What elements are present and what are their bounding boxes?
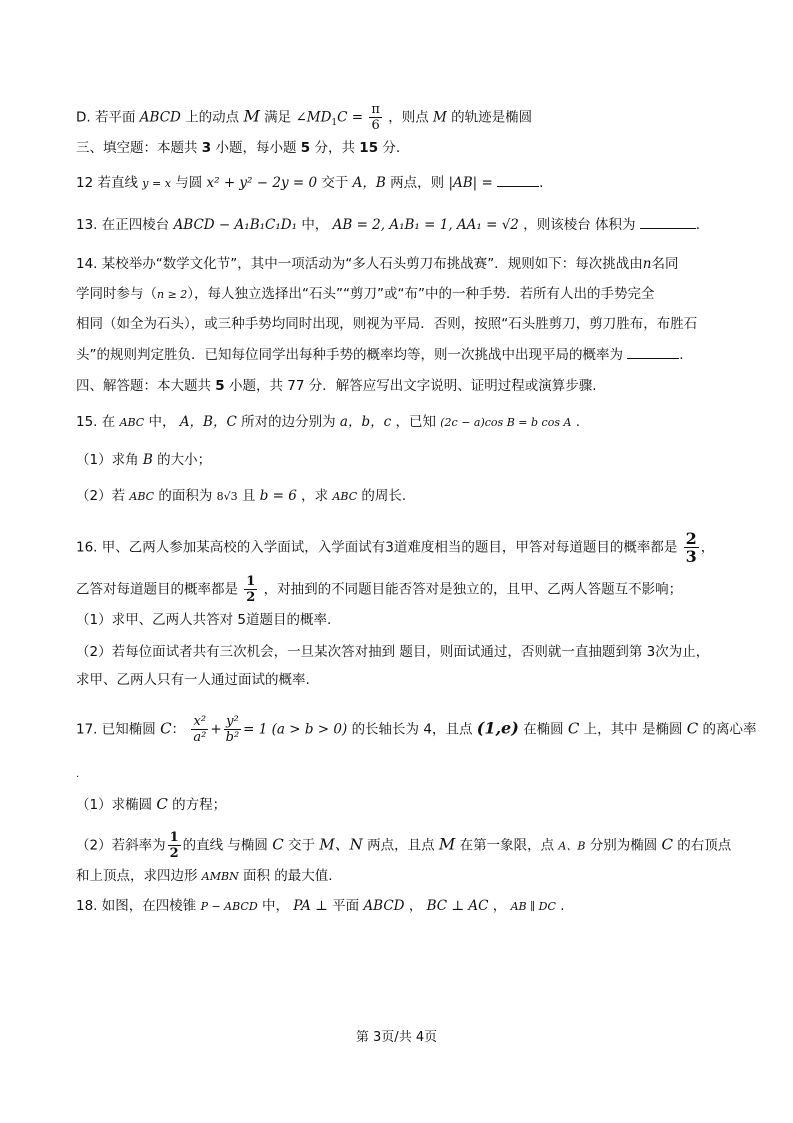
question-15-part-1: （1）求角 B 的大小； [76,452,212,468]
question-13: 13. 在正四棱台 ABCD − A₁B₁C₁D₁ 中， AB = 2, A₁B₁ = 1, AA₁ = √2 ，则该棱台 体积为 . [76,214,753,235]
question-15: 15. 在 ABC 中， A，B，C 所对的边分别为 a，b，c ，已知 (2c − a)cos B = b cos A . [76,414,580,430]
question-15-part-2: （2）若 ABC 的面积为 8√3 且 b = 6 ，求 ABC 的周长. [76,488,407,504]
section-4-heading: 四、解答题：本大题共 5 小题，共 77 分．解答应写出文字说明、证明过程或演算步骤. [76,378,597,394]
question-14-line-3: 相同（如全为石头），或三种手势均同时出现，则视为平局．否则，按照“石头胜剪刀，剪刀胜布，布胜石 [76,316,698,332]
question-17-part-2-line-2: 和上顶点，求四边形 AMBN 面积 的最大值. [76,868,333,884]
page-footer: 第 3页/共 4页 [355,1030,438,1045]
answer-blank [627,344,679,359]
fraction-2-3: $\frac{2}{3}$ [685,529,697,566]
question-17-part-1: （1）求椭圆 C 的方程； [76,795,227,813]
answer-blank [640,214,696,229]
question-14-line-2: 学同时参与（n ≥ 2），每人独立选择出“石头”“剪刀”或“布”中的一种手势．若所有人出的手势完全 [76,286,655,302]
question-16-line-1: 16. 甲、乙两人参加某高校的入学面试，入学面试有3道难度相当的题目，甲答对每道题目的概率都是 $\frac{2}{3}$ ， [76,529,715,566]
question-16-part-2-line-1: （2）若每位面试者共有三次机会，一旦某次答对抽到 题目，则面试通过，否则就一直抽题到第 3次为止， [76,644,710,660]
fraction-1-2: $\frac{1}{2}$ [246,574,256,605]
question-17-part-2-line-1: （2）若斜率为 $\frac{1}{2}$ 的直线 与椭圆 C 交于 M、N 两点，且点 M 在第一象限，点 A、B 分别为椭圆 C 的右顶点 [76,830,732,861]
fraction-1-2: $\frac{1}{2}$ [169,830,179,861]
option-d: D. 若平面 ABCD 上的动点 M 满足 $\angle MD_1C$ = $\frac{\pi}{6}$ ，则点 M 的轨迹是椭圆 [76,102,533,133]
question-12: 12 若直线 y = x 与圆 x² + y² − 2y = 0 交于 A，B 两点，则 |AB| = . [76,172,753,194]
question-14-line-1: 14. 某校举办“数学文化节”，其中一项活动为“多人石头剪刀布挑战赛”．规则如下：每次挑战由n名同 [76,256,679,272]
question-16-part-2-line-2: 求甲、乙两人只有一人通过面试的概率. [76,672,310,688]
stray-dot: · [76,772,80,783]
fraction-x2-a2: $\frac{\text{x²}}{\text{a²}}$ [193,714,207,745]
question-14-line-4: 头”的规则判定胜负．已知每位同学出每种手势的概率均等，则一次挑战中出现平局的概率为 . [76,344,753,365]
fraction-y2-b2: $\frac{\text{y²}}{\text{b²}}$ [225,714,240,745]
question-17: 17. 已知椭圆 C： $\frac{\text{x²}}{\text{a²}}$ + $\frac{\text{y²}}{\text{b²}}$ = 1 (a > b > 0) 的长轴长为 4，且点 (1,e) 在椭圆 C 上，其中 是椭圆 C 的离心率 [76,714,757,745]
question-16-line-2: 乙答对每道题目的概率都是 $\frac{1}{2}$ ，对抽到的不同题目能否答对是独立的，且甲、乙两人答题互不影响； [76,574,683,605]
question-16-part-1: （1）求甲、乙两人共答对 5道题目的概率. [76,612,332,628]
section-3-heading: 三、填空题：本题共 3 小题，每小题 5 分，共 15 分. [76,140,401,156]
answer-blank [497,172,539,187]
fraction-pi-over-6: $\frac{\pi}{6}$ [371,102,380,133]
question-18: 18. 如图，在四棱锥 P − ABCD 中， PA ⊥ 平面 ABCD ， BC ⊥ AC ， AB ∥ DC . [76,898,565,914]
